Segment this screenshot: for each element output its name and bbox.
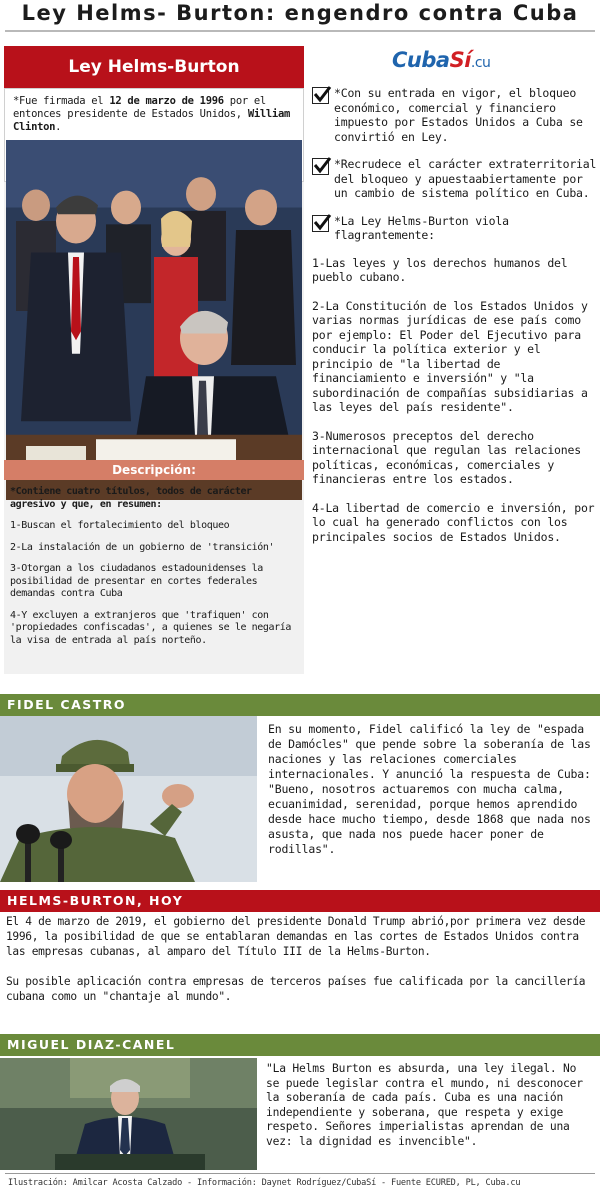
checkmark-icon bbox=[312, 158, 329, 175]
hoy-paragraph: Su posible aplicación contra empresas de terceros países fue calificada por la cancillería cubana como un "chantaje al mundo". bbox=[6, 975, 586, 1003]
ley-banner: Ley Helms-Burton bbox=[4, 46, 304, 88]
checkmark-icon bbox=[312, 215, 329, 232]
fidel-quote: En su momento, Fidel calificó la ley de "espada de Damócles" que pende sobre la soberanía de las naciones y las relaciones comerciales internacionales. Y anunció la respuesta de Cuba: "Bueno, nosotros actuaremos con mucha calma, ecuanimidad, serenidad, porque hemos aprendido desde hace mucho tiempo, desde 1868 que nada nos asusta, que nada nos puede hacer poner de rodillas". bbox=[268, 722, 591, 856]
credits-divider bbox=[5, 1173, 595, 1174]
list-item: 1-Las leyes y los derechos humanos del pueblo cubano. bbox=[312, 255, 568, 284]
title-divider bbox=[5, 30, 595, 32]
list-item: 2-La Constitución de los Estados Unidos y varias normas jurídicas de ese país como por ejemplo: El Poder del Ejecutivo para conducir la política exterior y el principio de "la libertad de financiamiento e inversión" y "la subordinación de compañías subsidiarias a las leyes del país residente". bbox=[312, 298, 588, 414]
cubasi-logo[interactable]: CubaSí.cu bbox=[392, 48, 491, 72]
hoy-paragraph: El 4 de marzo de 2019, el gobierno del presidente Donald Trump abrió,por primera vez desde 1996, la posibilidad de que se entablaran demandas en las cortes de Estados Unidos contra las empresas cubanas, al amparo del Título III de la Helms-Burton. bbox=[6, 915, 586, 958]
hoy-body bbox=[6, 914, 596, 1019]
fidel-castro-photo bbox=[0, 716, 257, 882]
checkmark-icon bbox=[312, 87, 329, 104]
right-column bbox=[312, 86, 598, 558]
fidel-header: FIDEL CASTRO bbox=[0, 694, 600, 716]
check-item: *La Ley Helms-Burton viola flagrantemente: bbox=[312, 214, 598, 243]
list-item: 4-Y excluyen a extranjeros que 'trafiquen' con 'propiedades confiscadas', a quienes se le negaría la visa de entrada al país norteño. bbox=[10, 609, 292, 646]
list-item: 2-La instalación de un gobierno de 'transición' bbox=[10, 541, 275, 553]
diaz-quote: "La Helms Burton es absurda, una ley ilegal. No se puede legislar contra el mundo, ni desconocer la soberanía de cada país. Cuba es una nación independiente y soberana, que respeta y exige respeto. Señores imperialistas aprendan de una vez: la dignidad es invencible". bbox=[266, 1062, 583, 1148]
list-item: 4-La libertad de comercio e inversión, por lo cual ha generado conflictos con los principales socios de Estados Unidos. bbox=[312, 500, 595, 544]
description-list bbox=[10, 486, 300, 656]
diaz-header: MIGUEL DIAZ-CANEL bbox=[0, 1034, 600, 1056]
clinton-signing-photo bbox=[6, 140, 302, 500]
check-item: *Con su entrada en vigor, el bloqueo económico, comercial y financiero impuesto por Estados Unidos a Cuba se convirtió en Ley. bbox=[312, 86, 598, 144]
check-item: *Recrudece el carácter extraterritorial del bloqueo y apuestaabiertamente por un cambio de sistema político en Cuba. bbox=[312, 157, 598, 201]
page-title: Ley Helms- Burton: engendro contra Cuba bbox=[21, 1, 579, 25]
description-lead: *Contiene cuatro títulos, todos de carácter agresivo y que, en resumen: bbox=[10, 486, 252, 510]
intro-box: *Fue firmada el 12 de marzo de 1996 por el entonces presidente de Estados Unidos, William Clinton. bbox=[4, 88, 304, 182]
list-item: 3-Numerosos preceptos del derecho internacional que regulan las relaciones políticas, económicas, comerciales y financieras entre los estados. bbox=[312, 428, 581, 486]
description-header: Descripción: bbox=[4, 460, 304, 480]
list-item: 1-Buscan el fortalecimiento del bloqueo bbox=[10, 520, 230, 531]
left-column bbox=[4, 46, 304, 674]
diaz-canel-photo bbox=[0, 1058, 257, 1170]
hoy-header: HELMS-BURTON, HOY bbox=[0, 890, 600, 912]
list-item: 3-Otorgan a los ciudadanos estadounidenses la posibilidad de presentar en cortes federales demandas contra Cuba bbox=[10, 563, 263, 599]
credits-line: Ilustración: Amilcar Acosta Calzado - Información: Daynet Rodríguez/CubaSí - Fuente ECURED, PL, Cuba.cu bbox=[8, 1178, 521, 1188]
